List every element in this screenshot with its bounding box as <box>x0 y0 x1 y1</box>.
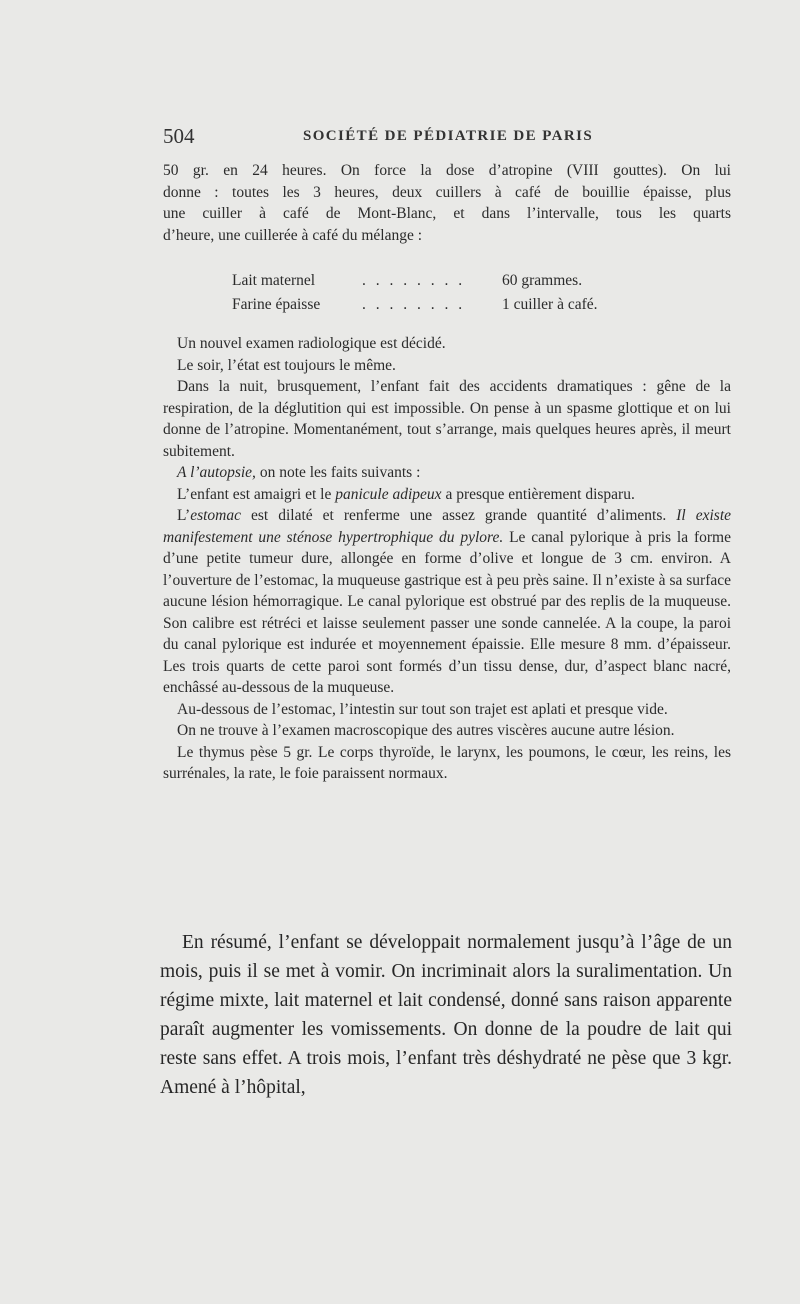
recipe-list <box>232 269 692 317</box>
paragraph: Au-dessous de l’estomac, l’intestin sur tout son trajet est aplati et presque vide. <box>177 700 668 718</box>
recipe-row <box>232 269 692 293</box>
paragraph: Le thymus pèse 5 gr. Le corps thyroïde, le larynx, les poumons, le cœur, les reins, les surrénales, la rate, le foie paraissent normaux. <box>163 743 731 782</box>
paragraph: L’enfant est amaigri et le panicule adipeux a presque entièrement disparu. <box>177 485 635 503</box>
paragraph: Le soir, l’état est toujours le même. <box>177 356 396 374</box>
text-line: une cuiller à café de Mont-Blanc, et dans l’intervalle, tous les quarts <box>163 205 731 222</box>
leader-dots: . . . . . . . . <box>362 272 466 289</box>
paragraph: A l’autopsie, on note les faits suivants : <box>177 464 421 481</box>
autopsy-heading: A l’autopsie, <box>177 464 256 481</box>
recipe-row <box>232 293 692 317</box>
recipe-item: Farine épaisse <box>232 296 321 313</box>
summary-text: En résumé, l’enfant se développait normalement jusqu’à l’âge de un mois, puis il se met à vomir. On incriminait alors la suralimentation. Un régime mixte, lait maternel et lait condensé, donné sans raison apparente paraît augmenter les vomissements. On donne de la poudre de lait qui reste sans effet. A trois mois, l’enfant très déshydraté ne pèse que 3 kgr. Amené à l’hôpital, <box>160 932 732 1098</box>
recipe-quantity: 1 cuiller à café. <box>502 296 598 313</box>
recipe-item: Lait maternel <box>232 272 316 289</box>
text-line: donne : toutes les 3 heures, deux cuillers à café de bouillie épaisse, plus <box>163 183 731 201</box>
running-title: SOCIÉTÉ DE PÉDIATRIE DE PARIS <box>303 128 594 144</box>
paragraph: Dans la nuit, brusquement, l’enfant fait des accidents dramatiques : gêne de la respiration, de la déglutition qui est impossible. On pense à un spasme glottique et on lui donne de l’atropine. Momentanément, tout s’arrange, mais quelques heures après, il meurt subitement. <box>163 378 731 460</box>
paragraph: L’estomac est dilaté et renferme une assez grande quantité d’aliments. Il existe manifestement une sténose hypertrophique du pylore. Le canal pylorique à pris la forme d’une petite tumeur dure, allongée en forme d’olive et longue de 3 cm. environ. A l’ouverture de l’estomac, la muqueuse gastrique est à peu près saine. Il n’existe à sa surface aucune lésion hémorragique. Le canal pylorique est obstrué par des replis de la muqueuse. Son calibre est rétréci et laisse seulement passer une sonde cannelée. A la coupe, la paroi du canal pylorique est indurée et moyennement épaissie. Elle mesure 8 mm. d’épaisseur. Les trois quarts de cette paroi sont formés d’un tissu dense, dur, d’aspect blanc nacré, enchâssé au-dessous de la muqueuse. <box>163 507 731 696</box>
paragraph: On ne trouve à l’examen macroscopique des autres viscères aucune autre lésion. <box>177 722 675 739</box>
intro-paragraph <box>163 160 731 246</box>
text-line: 50 gr. en 24 heures. On force la dose d’atropine (VIII gouttes). On lui <box>163 162 731 179</box>
summary-paragraph <box>160 928 732 1102</box>
page-header <box>163 124 728 152</box>
recipe-quantity: 60 grammes. <box>502 272 583 289</box>
case-report <box>163 333 731 785</box>
leader-dots: . . . . . . . . <box>362 296 466 313</box>
text-line: d’heure, une cuillerée à café du mélange : <box>163 226 423 244</box>
page-number: 504 <box>163 124 195 148</box>
paragraph: Un nouvel examen radiologique est décidé. <box>177 335 446 352</box>
